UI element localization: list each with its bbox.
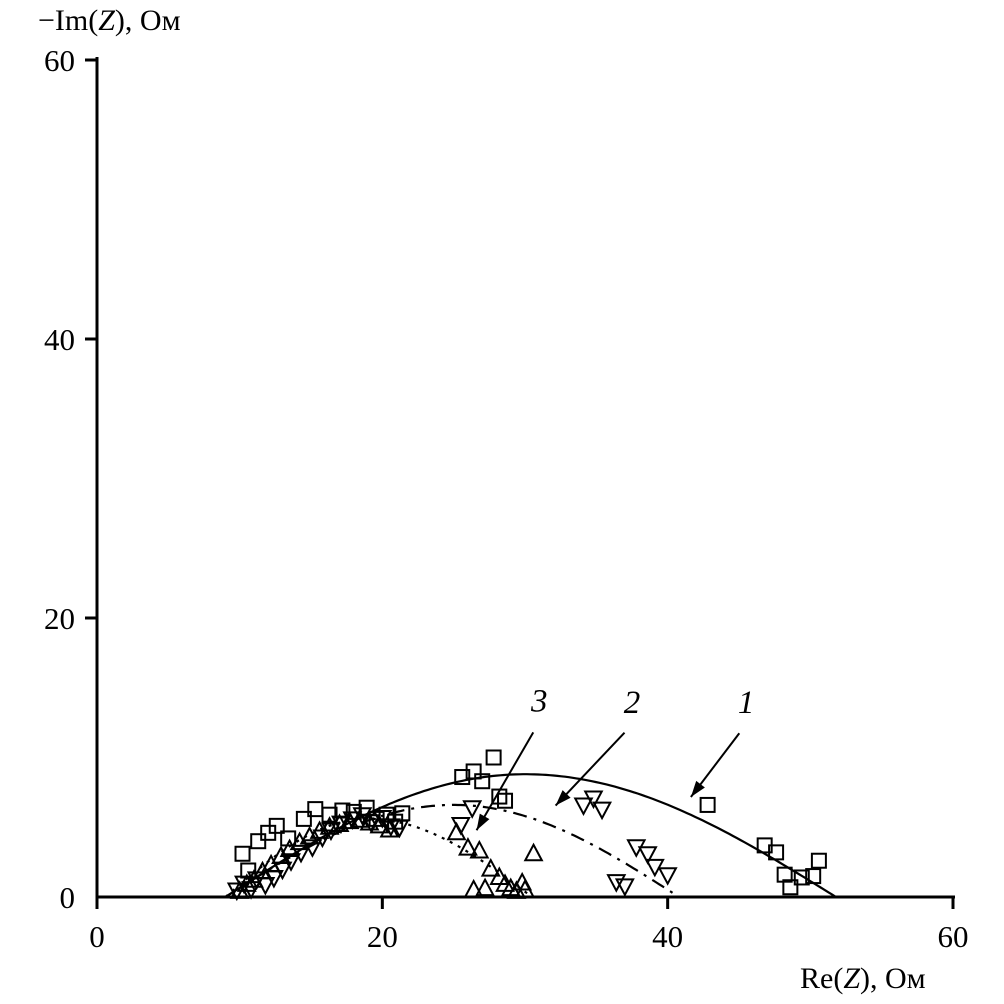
annotation-label-1: 1	[737, 684, 755, 721]
series-markers-2	[229, 791, 676, 899]
marker-triangle-down	[659, 868, 676, 883]
y-axis-title-var: Z	[98, 4, 115, 37]
marker-square	[701, 798, 715, 812]
x-axis-title-prefix: Re(	[800, 962, 844, 995]
annotation-label-3: 3	[531, 683, 548, 720]
y-tick-label: 20	[44, 601, 75, 636]
marker-square	[241, 863, 255, 877]
annotation-arrow-head-1	[691, 781, 705, 797]
marker-square	[251, 834, 265, 848]
x-axis-title-var: Z	[843, 962, 861, 995]
marker-triangle-up	[525, 845, 542, 860]
x-tick-label: 60	[937, 919, 969, 954]
annotation-arrow-head-3	[477, 814, 490, 831]
marker-square	[498, 794, 512, 808]
marker-square	[812, 854, 826, 868]
y-tick-label: 60	[44, 43, 75, 78]
y-axis-title-suffix: ), Ом	[114, 4, 181, 37]
series-markers-1	[236, 751, 826, 895]
series-markers-3	[231, 811, 541, 898]
annotation-label-2: 2	[623, 684, 641, 721]
y-tick-label: 0	[59, 880, 75, 915]
y-axis-title-prefix: −Im(	[38, 4, 99, 37]
marker-square	[236, 847, 250, 861]
axes-layer	[44, 43, 969, 954]
x-tick-label: 0	[89, 919, 105, 954]
marker-square	[487, 751, 501, 765]
marker-triangle-down	[594, 803, 611, 818]
series-annotations-layer	[477, 683, 755, 830]
x-tick-label: 40	[652, 919, 684, 954]
x-tick-label: 20	[366, 919, 398, 954]
y-tick-label: 40	[44, 322, 75, 357]
marker-triangle-down	[464, 801, 481, 816]
data-markers-layer	[229, 751, 826, 900]
x-axis-title-suffix: ), Ом	[860, 962, 926, 995]
